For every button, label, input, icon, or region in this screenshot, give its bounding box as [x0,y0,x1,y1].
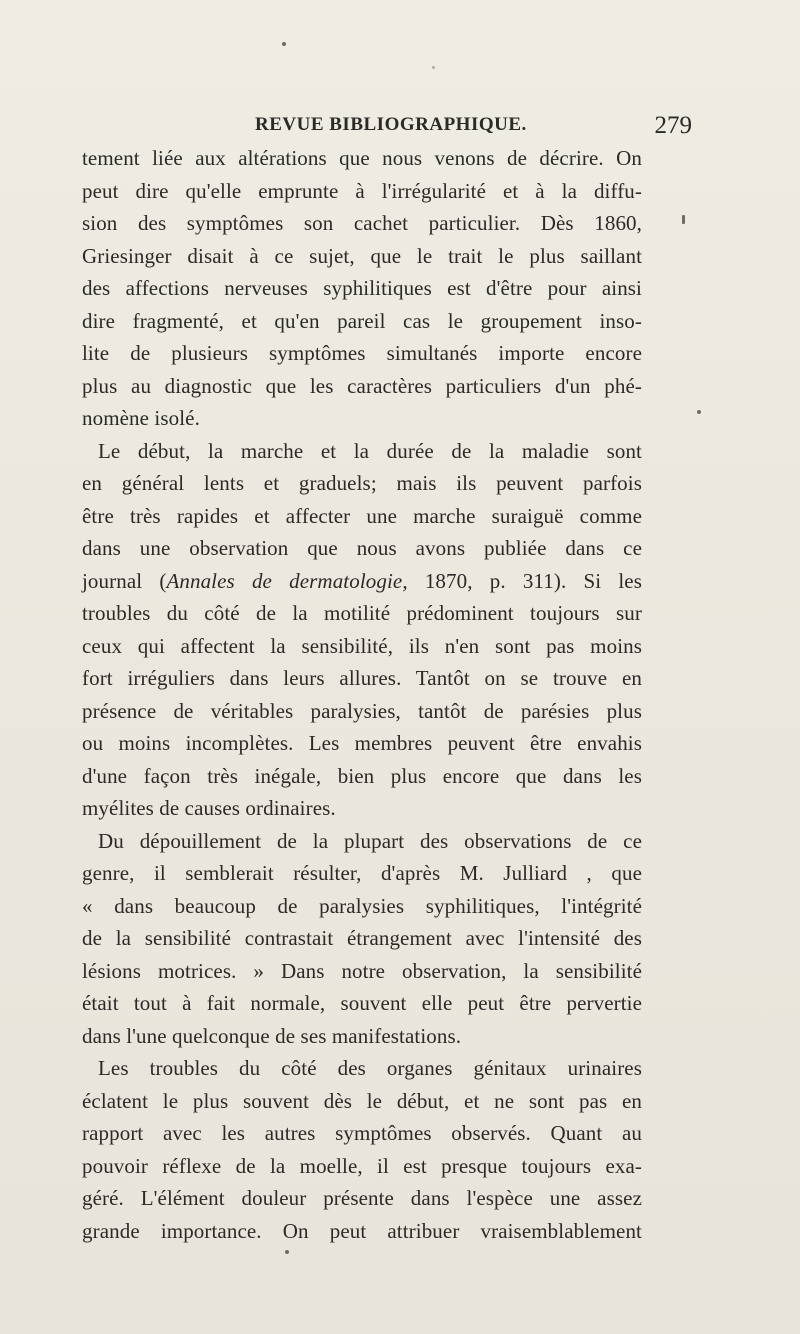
scan-speck [285,1250,289,1254]
text-line: peut dire qu'elle emprunte à l'irrégularité et à la diffu- [82,178,642,203]
text-line: être très rapides et affecter une marche suraiguë comme [82,503,642,528]
text-line: rapport avec les autres symptômes observés. Quant au [82,1121,642,1145]
text-line: Du dépouillement de la plupart des observations de ce [98,828,642,853]
text-line-with-citation [82,565,642,598]
text-line: éclatent le plus souvent dès le début, et ne sont pas en [82,1088,642,1113]
scan-speck [682,215,685,224]
scan-speck [282,42,286,46]
text-line: tement liée aux altérations que nous venons de décrire. On [82,146,642,170]
text-line: lite de plusieurs symptômes simultanés importe encore [82,341,642,365]
text-line: lésions motrices. » Dans notre observation, la sensibilité [82,958,642,983]
text-line: plus au diagnostic que les caractères particuliers d'un phé- [82,373,642,398]
text-line: sion des symptômes son cachet particulier. Dès 1860, [82,211,642,235]
text-line: géré. L'élément douleur présente dans l'espèce une assez [82,1186,642,1210]
text-line: dans une observation que nous avons publiée dans ce [82,536,642,560]
text-line: fort irréguliers dans leurs allures. Tantôt on se trouve en [82,666,642,690]
scan-speck [697,410,701,414]
text-line: myélites de causes ordinaires. [82,796,336,820]
text-line: troubles du côté de la motilité prédominent toujours sur [82,601,642,625]
journal-citation: Annales de dermatologie, [166,568,408,593]
text-line: ou moins incomplètes. Les membres peuvent être envahis [82,731,642,755]
text-line: d'une façon très inégale, bien plus encore que dans les [82,763,642,788]
text-line: présence de véritables paralysies, tantôt de parésies plus [82,698,642,723]
text-line: Les troubles du côté des organes génitaux urinaires [98,1056,642,1080]
running-header [0,112,800,142]
text-line: pouvoir réflexe de la moelle, il est presque toujours exa- [82,1153,642,1178]
text-segment: journal ( [82,568,167,593]
text-line: ceux qui affectent la sensibilité, ils n'en sont pas moins [82,633,642,658]
page-number: 279 [654,112,692,139]
scan-speck [432,66,435,69]
text-line: Le début, la marche et la durée de la maladie sont [98,438,642,463]
body-text [82,142,642,1247]
text-line: dans l'une quelconque de ses manifestations. [82,1023,462,1048]
text-line: en général lents et graduels; mais ils peuvent parfois [82,471,642,495]
running-header-title: REVUE BIBLIOGRAPHIQUE. [255,114,527,135]
text-line: genre, il semblerait résulter, d'après M. Julliard , que [82,861,642,885]
text-line: était tout à fait normale, souvent elle peut être pervertie [82,991,642,1015]
text-line: de la sensibilité contrastait étrangement avec l'intensité des [82,926,642,950]
text-line: « dans beaucoup de paralysies syphilitiques, l'intégrité [82,893,642,918]
text-line: dire fragmenté, et qu'en pareil cas le groupement inso- [82,308,642,333]
text-segment: 1870, p. 311). Si les [407,568,642,593]
text-line: des affections nerveuses syphilitiques est d'être pour ainsi [82,276,642,300]
text-line: nomène isolé. [82,406,200,430]
text-line: Griesinger disait à ce sujet, que le trait le plus saillant [82,243,642,268]
text-line: grande importance. On peut attribuer vraisemblablement [82,1218,642,1243]
